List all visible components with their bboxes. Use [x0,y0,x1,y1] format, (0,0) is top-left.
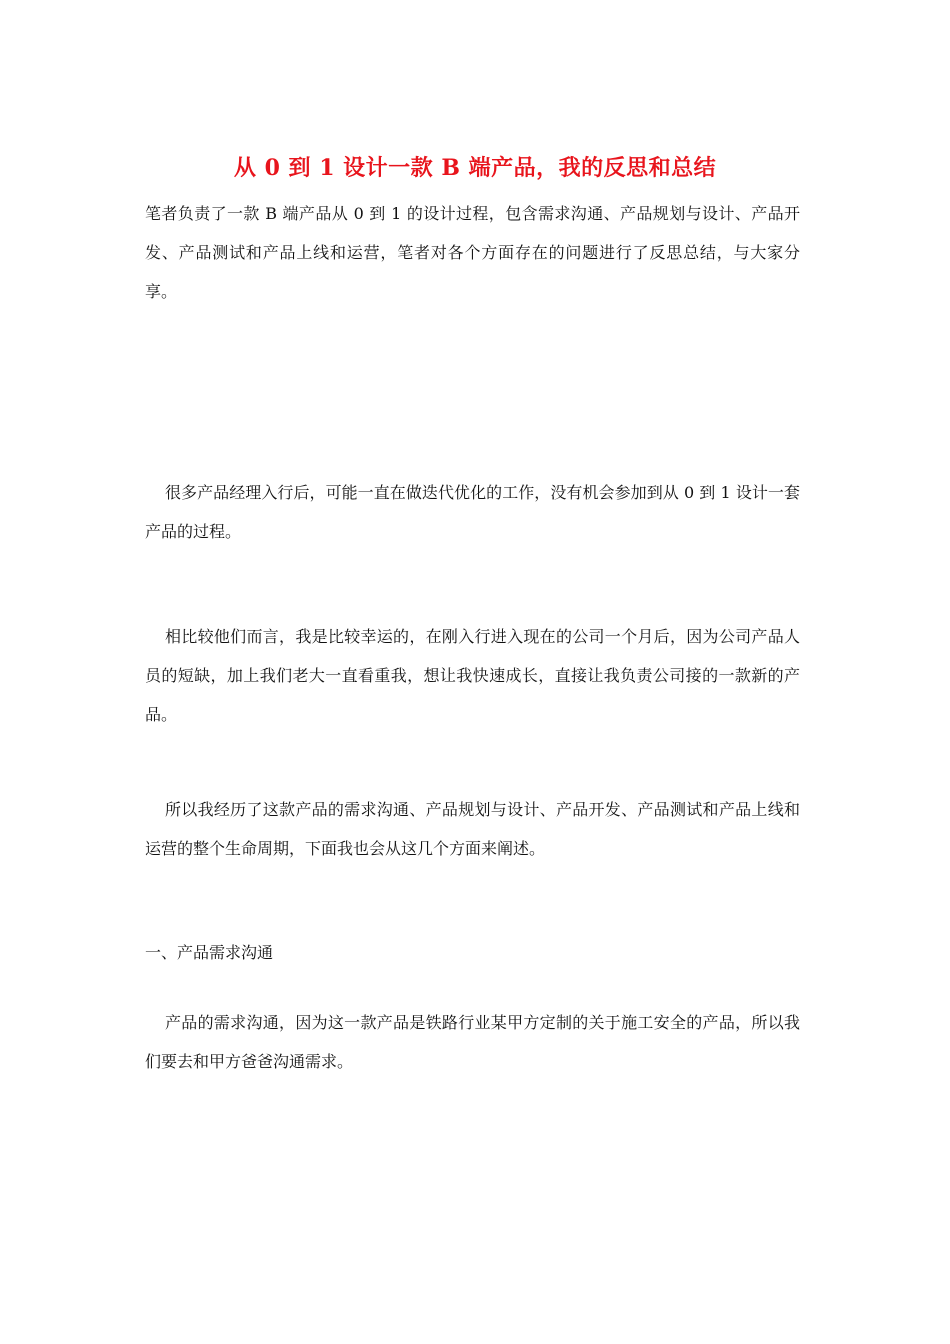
body-paragraph: 很多产品经理入行后，可能一直在做迭代优化的工作，没有机会参加到从 0 到 1 设计一套产品的过程。 [145,483,800,541]
section-paragraph: 产品的需求沟通，因为这一款产品是铁路行业某甲方定制的关于施工安全的产品，所以我们要去和甲方爸爸沟通需求。 [145,1013,800,1071]
section-heading: 一、产品需求沟通 [145,943,274,962]
body-paragraph: 相比较他们而言，我是比较幸运的，在刚入行进入现在的公司一个月后，因为公司产品人员的短缺，加上我们老大一直看重我，想让我快速成长，直接让我负责公司接的一款新的产品。 [145,627,800,724]
body-paragraph: 所以我经历了这款产品的需求沟通、产品规划与设计、产品开发、产品测试和产品上线和运营的整个生命周期，下面我也会从这几个方面来阐述。 [145,800,800,858]
document-title: 从 0 到 1 设计一款 B 端产品，我的反思和总结 [233,155,717,181]
intro-paragraph: 笔者负责了一款 B 端产品从 0 到 1 的设计过程，包含需求沟通、产品规划与设计、产品开发、产品测试和产品上线和运营，笔者对各个方面存在的问题进行了反思总结，与大家分享。 [145,204,800,301]
